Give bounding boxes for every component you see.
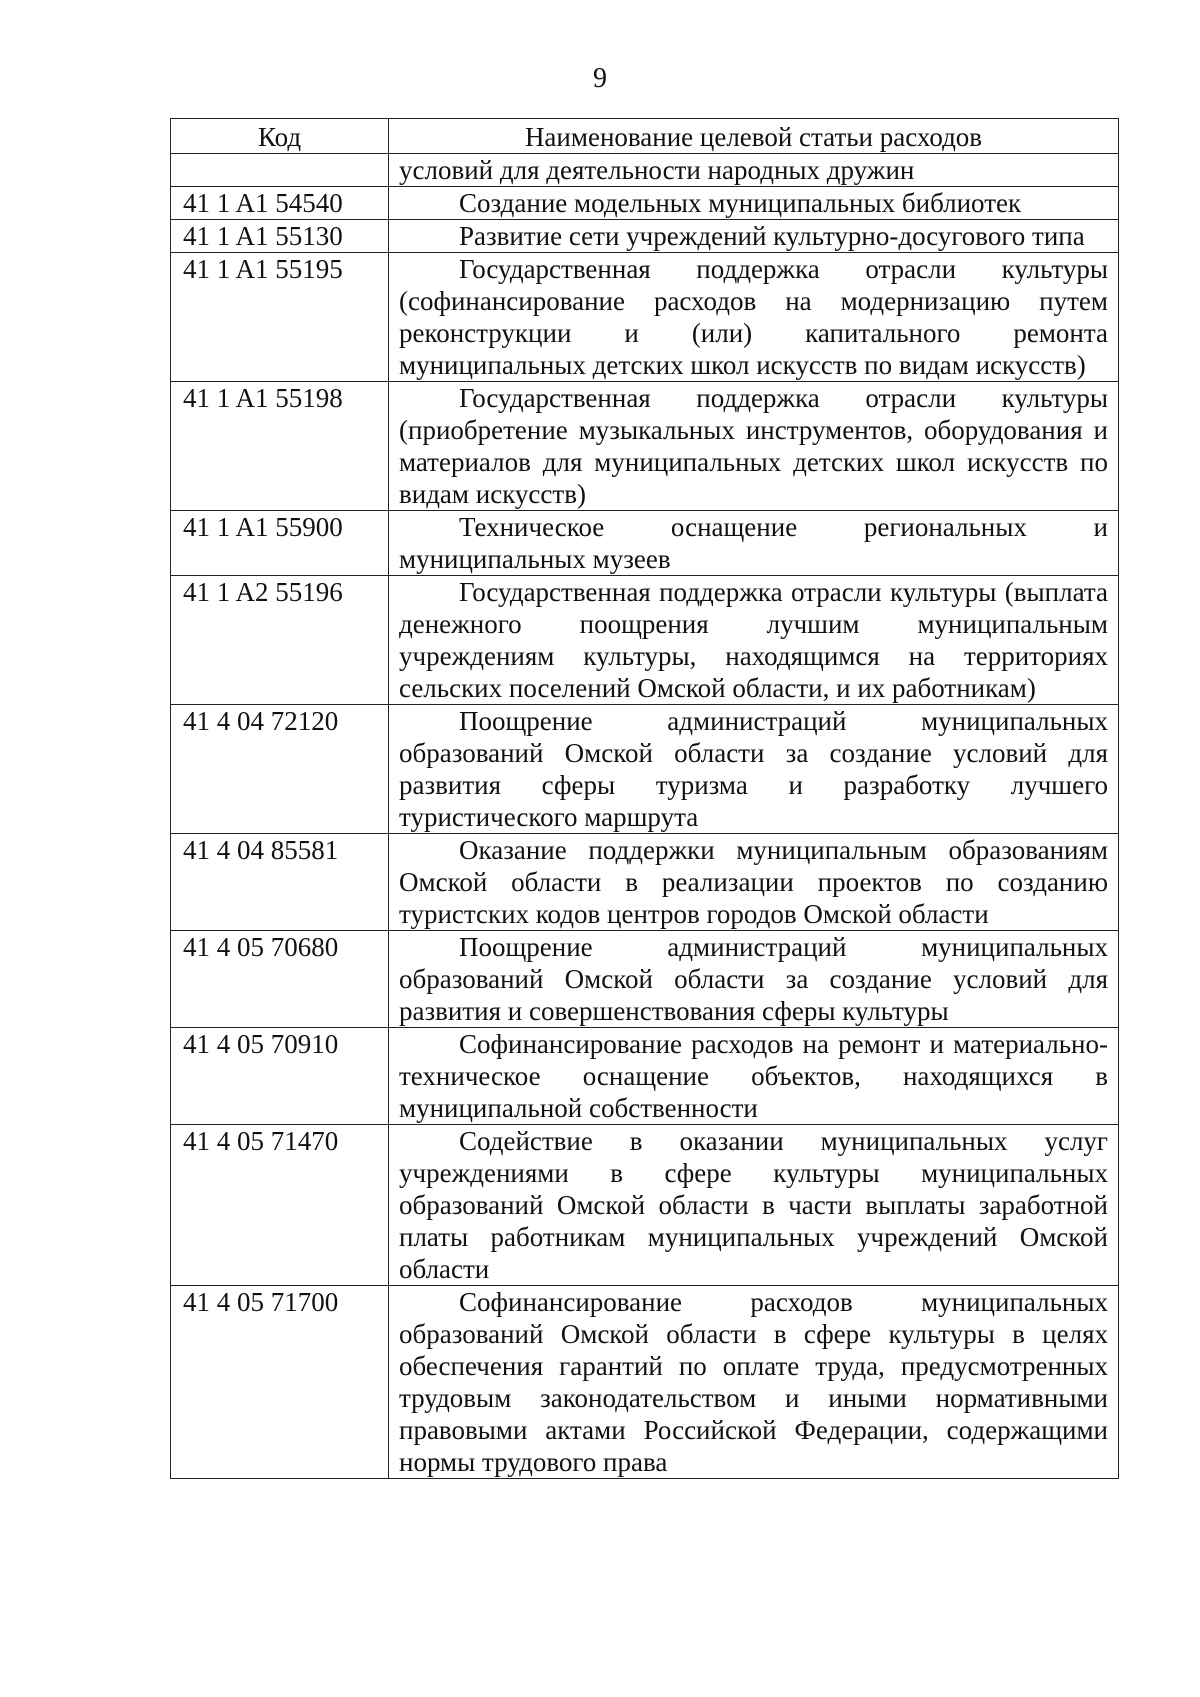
expense-code: 41 4 04 72120 (171, 705, 389, 834)
table-row (171, 511, 1119, 576)
table-row (171, 187, 1119, 220)
expense-item-name (389, 576, 1119, 705)
table-row (171, 705, 1119, 834)
expense-code: 41 1 A1 55900 (171, 511, 389, 576)
table-header-row (171, 119, 1119, 154)
expense-item-text: Софинансирование расходов муниципальных образований Омской области в сфере культуры в целях обеспечения гарантий по оплате труда, предусмотренных трудовым законодательством и иными нормативными правовыми актами Российской Федерации, содержащими нормы трудового права (399, 1287, 1108, 1477)
expense-code: 41 1 A1 55198 (171, 382, 389, 511)
table-row (171, 253, 1119, 382)
expense-item-name (389, 1125, 1119, 1286)
expense-code: 41 1 A1 55195 (171, 253, 389, 382)
expense-item-name (389, 834, 1119, 931)
expense-item-text: Содействие в оказании муниципальных услуг учреждениями в сфере культуры муниципальных образований Омской области в части выплаты заработной платы работникам муниципальных учреждений Омской области (399, 1126, 1108, 1284)
table-row (171, 834, 1119, 931)
expense-item-name (389, 187, 1119, 220)
expense-item-name (389, 253, 1119, 382)
expense-code: 41 4 05 71470 (171, 1125, 389, 1286)
expense-item-text: Оказание поддержки муниципальным образованиям Омской области в реализации проектов по созданию туристских кодов центров городов Омской области (399, 835, 1108, 929)
expense-code: 41 4 05 70680 (171, 931, 389, 1028)
table-row (171, 931, 1119, 1028)
table-row (171, 1286, 1119, 1479)
table-row (171, 1028, 1119, 1125)
table-row (171, 220, 1119, 253)
expense-code: 41 4 05 70910 (171, 1028, 389, 1125)
header-code: Код (171, 119, 389, 154)
expense-item-name (389, 1286, 1119, 1479)
expense-code: 41 1 A2 55196 (171, 576, 389, 705)
expense-item-name (389, 220, 1119, 253)
expense-item-name (389, 511, 1119, 576)
expense-item-name (389, 154, 1119, 187)
budget-classification-table (170, 118, 1119, 1479)
table-body (171, 154, 1119, 1479)
table-row (171, 1125, 1119, 1286)
expense-item-text: Государственная поддержка отрасли культуры (приобретение музыкальных инструментов, оборудования и материалов для муниципальных детских школ искусств по видам искусств) (399, 383, 1108, 509)
expense-item-name (389, 1028, 1119, 1125)
expense-item-name (389, 705, 1119, 834)
expense-item-text: Государственная поддержка отрасли культуры (выплата денежного поощрения лучшим муниципальным учреждениям культуры, находящимся на территориях сельских поселений Омской области, и их работникам) (399, 577, 1108, 703)
table-row (171, 576, 1119, 705)
expense-item-text: Техническое оснащение региональных и муниципальных музеев (399, 512, 1108, 574)
table-row (171, 154, 1119, 187)
expense-item-text: условий для деятельности народных дружин (399, 155, 915, 185)
expense-item-text: Государственная поддержка отрасли культуры (софинансирование расходов на модернизацию путем реконструкции и (или) капитального ремонта муниципальных детских школ искусств по видам искусств) (399, 254, 1108, 380)
page-number: 9 (593, 63, 607, 94)
header-name: Наименование целевой статьи расходов (389, 119, 1119, 154)
expense-code: 41 4 04 85581 (171, 834, 389, 931)
expense-code (171, 154, 389, 187)
expense-item-text: Софинансирование расходов на ремонт и материально-техническое оснащение объектов, находящихся в муниципальной собственности (399, 1029, 1108, 1123)
expense-code: 41 1 A1 54540 (171, 187, 389, 220)
expense-code: 41 1 A1 55130 (171, 220, 389, 253)
table-row (171, 382, 1119, 511)
expense-item-text: Создание модельных муниципальных библиотек (459, 188, 1022, 218)
expense-item-text: Поощрение администраций муниципальных образований Омской области за создание условий для развития сферы туризма и разработку лучшего туристического маршрута (399, 706, 1108, 832)
expense-item-name (389, 382, 1119, 511)
expense-code: 41 4 05 71700 (171, 1286, 389, 1479)
expense-item-text: Развитие сети учреждений культурно-досугового типа (459, 221, 1085, 251)
expense-item-name (389, 931, 1119, 1028)
expense-item-text: Поощрение администраций муниципальных образований Омской области за создание условий для развития и совершенствования сферы культуры (399, 932, 1108, 1026)
